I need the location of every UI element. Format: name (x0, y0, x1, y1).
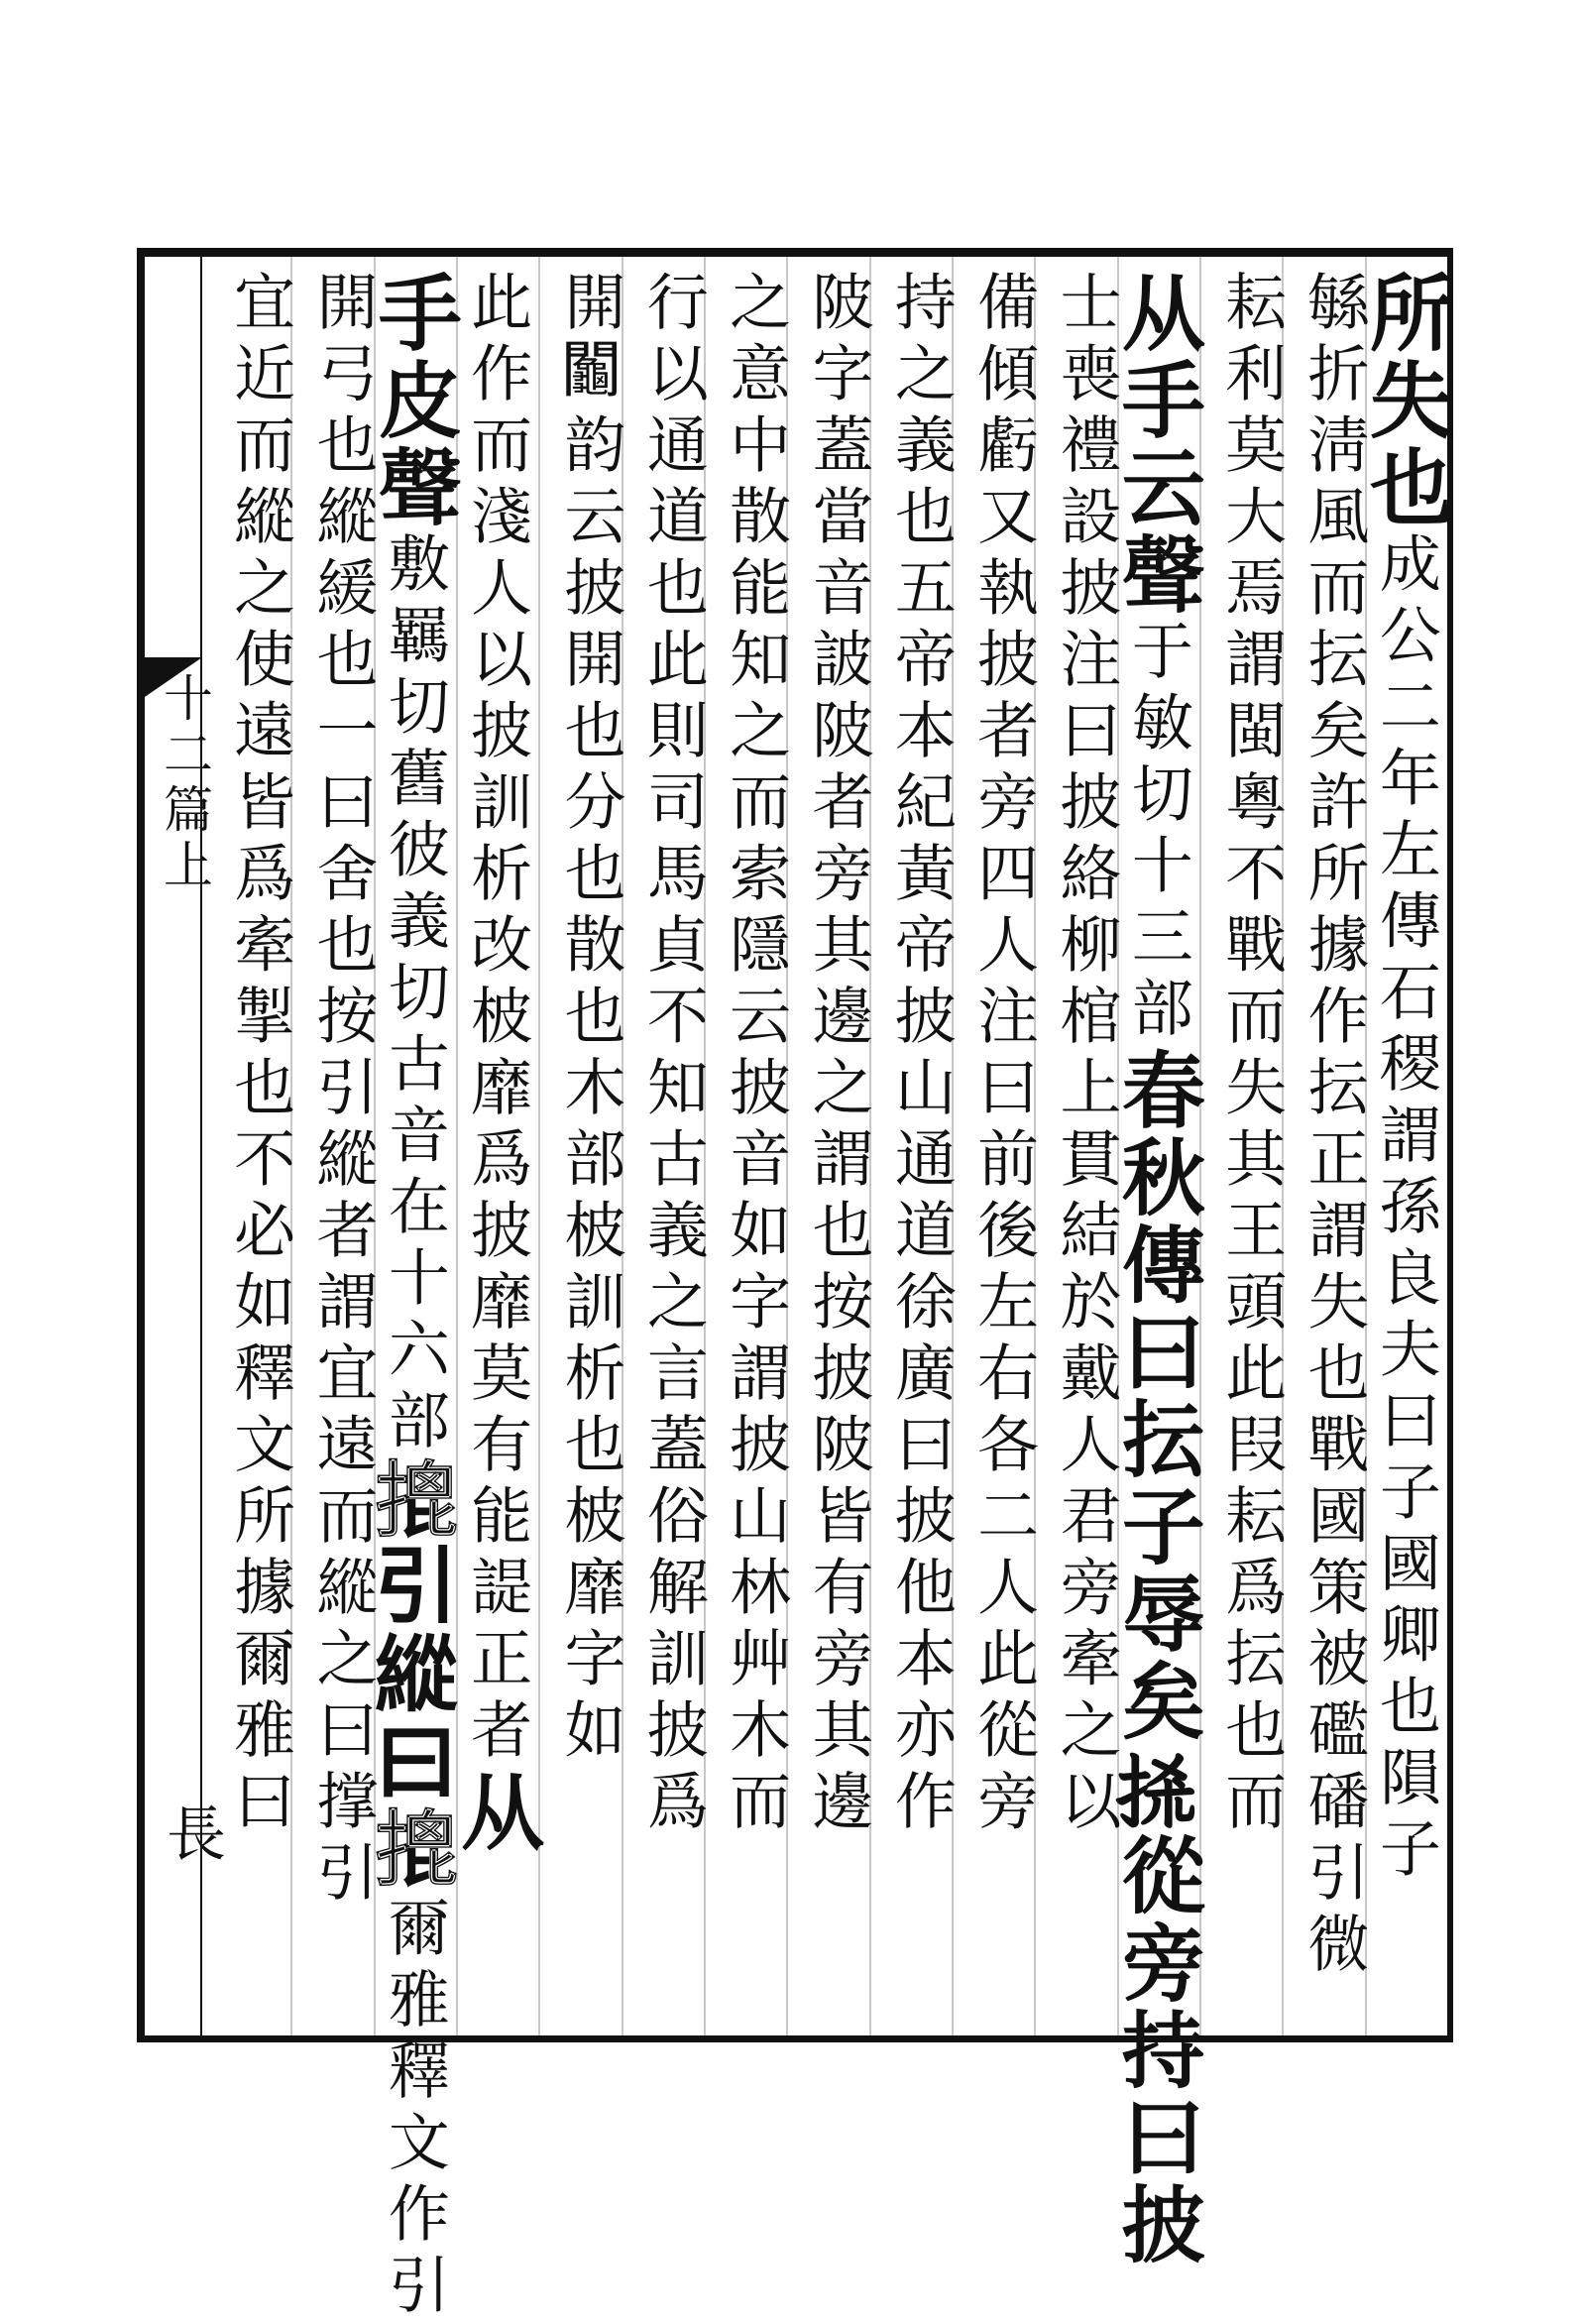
page-number: 長 (157, 1802, 226, 1862)
main-text: 春秋傳曰抎子辱矣 (1108, 1047, 1207, 1745)
commentary-text: 士喪禮設披注曰披絡柳棺上貫結於戴人君旁牽之以 (1050, 270, 1122, 1840)
text-column (1283, 270, 1370, 2020)
text-column (1035, 270, 1122, 2020)
commentary-text: 陂字蓋當音詖陂者旁其邊之謂也按披陂皆有旁其邊 (802, 270, 874, 1840)
main-text: 所失也 (1356, 270, 1455, 531)
main-text: 𢫬 (1108, 1745, 1207, 1832)
commentary-text: 而 (1214, 1769, 1288, 1840)
main-text: 𢱧 (365, 1459, 464, 1547)
commentary-text: 開𨷺韵云披開也分也散也木部柀訓析也柀靡字如 (554, 270, 626, 1769)
text-column (1200, 270, 1288, 2020)
commentary-text: 敷羈切舊彼義切古音在十六部 (378, 531, 451, 1459)
main-text: 从 (447, 1769, 546, 1856)
text-column (869, 270, 958, 2020)
text-column (953, 270, 1040, 2020)
section-label: 十二篇上 (156, 672, 213, 894)
commentary-text: 緐折淸風而抎矣許所據作抎正謂失也戰國策被礛磻引微 (1298, 270, 1370, 1983)
commentary-text: 爾雅釋文作引 (378, 1896, 451, 2324)
commentary-text: 宜近而縱之使遠皆爲牽掣也不必如釋文所據爾雅曰 (223, 270, 296, 1840)
text-column (209, 270, 296, 2020)
main-text: 从手云聲 (1108, 270, 1207, 619)
main-text: 引縱曰𢱧 (365, 1547, 464, 1896)
text-column (787, 270, 874, 2020)
commentary-text: 開弓也縱緩也一曰舍也按引縱者謂宜遠而縱之曰撑引 (306, 270, 379, 1912)
text-column (447, 270, 546, 2020)
commentary-text: 于敏切十三部 (1121, 619, 1194, 1047)
commentary-text: 此作而淺人以披訓析改柀靡爲披靡莫有能諟正者 (460, 270, 533, 1769)
text-column (291, 270, 379, 2020)
commentary-text: 之意中散能知之而索隱云披音如字謂披山林艸木而 (719, 270, 792, 1840)
text-column (365, 270, 464, 2324)
commentary-text: 持之義也五帝本紀黃帝披山通道徐廣曰披他本亦作 (884, 270, 958, 1840)
commentary-text: 備傾虧又執披者旁四人注曰前後左右各二人此從旁 (966, 270, 1040, 1840)
text-column (705, 270, 792, 2020)
commentary-text: 耘利莫大焉謂閩粵不戰而失其王頭此叚耘爲抎也 (1214, 270, 1288, 1769)
commentary-text: 成公二年左傳石稷謂孫良夫曰子國卿也隕子 (1369, 531, 1442, 1888)
text-column (539, 270, 626, 2020)
text-column (1108, 270, 1207, 2268)
main-text: 手皮聲 (365, 270, 464, 531)
text-column (622, 270, 710, 2020)
text-column (1356, 270, 1455, 2020)
main-text: 從旁持曰披 (1108, 1832, 1207, 2268)
commentary-text: 行以通道也此則司馬貞不知古義之言蓋俗解訓披爲 (636, 270, 710, 1840)
margin-strip (145, 256, 226, 2035)
